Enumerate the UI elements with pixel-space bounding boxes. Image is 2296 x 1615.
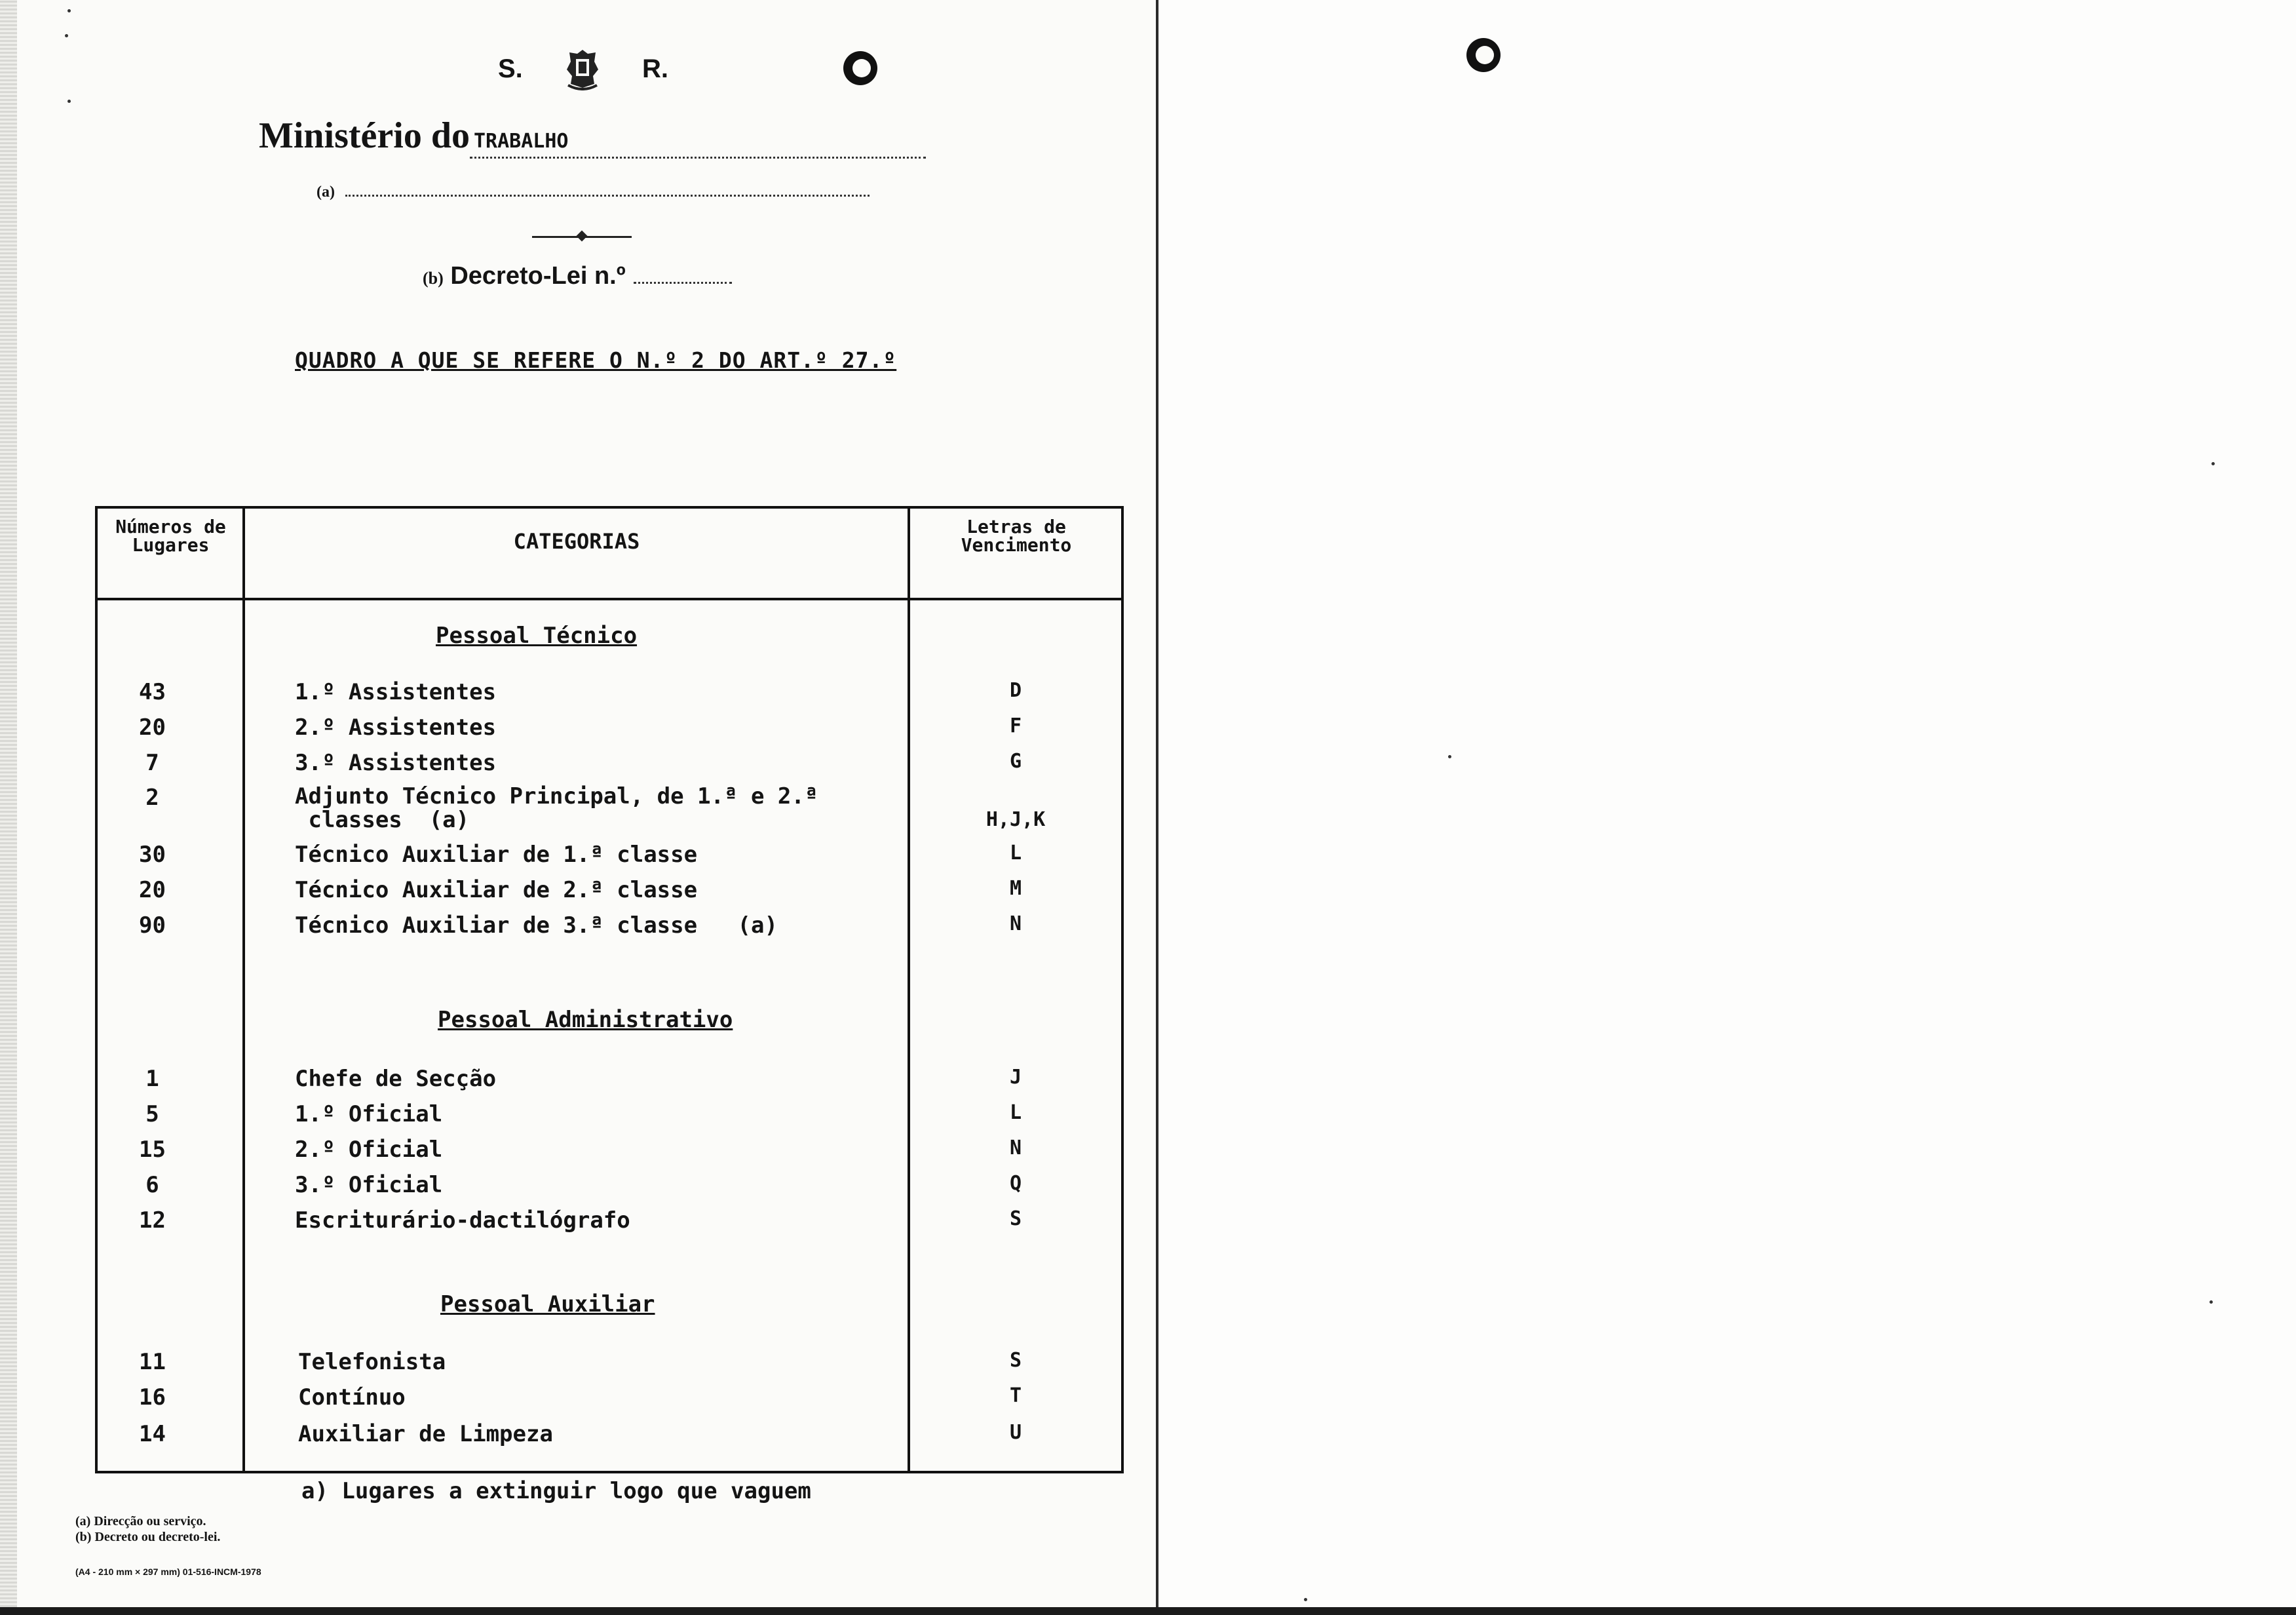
row-category: Chefe de Secção <box>295 1066 497 1092</box>
row-letter: M <box>1009 877 1022 900</box>
scan-speck <box>2211 462 2215 465</box>
ministry-line <box>259 115 926 159</box>
document-title: QUADRO A QUE SE REFERE O N.º 2 DO ART.º 27.º <box>295 347 897 373</box>
table-row <box>95 785 1124 837</box>
row-letter: S <box>1009 1207 1022 1230</box>
row-category: 2.º Oficial <box>295 1137 443 1163</box>
table-row <box>95 1349 1124 1380</box>
table-border-top <box>95 506 1124 509</box>
staff-table <box>95 506 1124 1473</box>
seal-left-letter: S. <box>498 54 523 83</box>
row-category: Técnico Auxiliar de 3.ª classe (a) <box>295 912 778 939</box>
service-label: (a) <box>316 184 335 201</box>
table-row <box>95 842 1124 873</box>
row-letter: N <box>1009 1137 1022 1159</box>
row-category: 2.º Assistentes <box>295 714 497 741</box>
row-category: Escriturário-dactilógrafo <box>295 1207 630 1234</box>
scan-speck <box>65 34 68 37</box>
row-category: Contínuo <box>298 1384 406 1411</box>
footnote: (a) Direcção ou serviço. <box>75 1514 206 1528</box>
row-category: Auxiliar de Limpeza <box>298 1421 553 1447</box>
table-border-left <box>95 506 98 1473</box>
header-categorias: CATEGORIAS <box>513 529 640 554</box>
table-border-right <box>1121 506 1124 1473</box>
ministry-label: Ministério do <box>259 115 470 156</box>
page-fold <box>1156 0 1158 1615</box>
row-number: 7 <box>145 750 159 776</box>
scan-speck <box>2210 1300 2213 1304</box>
coat-of-arms-icon <box>563 47 602 90</box>
scan-speck <box>67 9 71 12</box>
row-category: Técnico Auxiliar de 1.ª classe <box>295 842 698 868</box>
decree-field <box>634 282 732 284</box>
punch-hole <box>1466 38 1501 72</box>
row-number: 2 <box>145 785 159 811</box>
table-row <box>95 714 1124 746</box>
decree-line <box>423 262 732 290</box>
table-row <box>95 877 1124 908</box>
row-letter: F <box>1009 714 1022 737</box>
table-border-bottom <box>95 1471 1124 1473</box>
table-row <box>95 1137 1124 1168</box>
row-letter: Q <box>1009 1172 1022 1195</box>
scan-speck <box>1448 755 1451 758</box>
table-col-divider <box>242 506 245 1473</box>
section-heading: Pessoal Técnico <box>436 623 638 649</box>
table-row <box>95 750 1124 781</box>
service-field <box>345 195 870 197</box>
row-category: 3.º Oficial <box>295 1172 443 1198</box>
table-row <box>95 1172 1124 1203</box>
row-category: 1.º Oficial <box>295 1101 443 1127</box>
row-category: Técnico Auxiliar de 2.ª classe <box>295 877 698 903</box>
ministry-value: TRABALHO <box>473 130 569 153</box>
row-letter: L <box>1009 842 1022 865</box>
ministry-field <box>470 115 926 159</box>
service-line <box>316 184 870 201</box>
table-row <box>95 1066 1124 1097</box>
row-letter: D <box>1009 679 1022 702</box>
divider-ornament <box>532 233 632 240</box>
table-row <box>95 1384 1124 1416</box>
row-number: 43 <box>139 679 166 705</box>
row-category: Telefonista <box>298 1349 446 1375</box>
section-heading: Pessoal Auxiliar <box>440 1291 655 1317</box>
row-letter: H,J,K <box>985 808 1046 831</box>
row-category: 3.º Assistentes <box>295 750 497 776</box>
page-edge <box>0 0 17 1615</box>
form-imprint: (A4 - 210 mm × 297 mm) 01-516-INCM-1978 <box>75 1566 261 1577</box>
seal-right-letter: R. <box>641 54 668 83</box>
row-number: 30 <box>139 842 166 868</box>
row-number: 14 <box>139 1421 166 1447</box>
row-letter: N <box>1009 912 1022 935</box>
row-letter: L <box>1009 1101 1022 1124</box>
table-col-divider <box>908 506 910 1473</box>
row-number: 1 <box>145 1066 159 1092</box>
section-heading: Pessoal Administrativo <box>438 1007 733 1033</box>
bottom-edge <box>0 1607 2296 1615</box>
row-number: 20 <box>139 877 166 903</box>
row-number: 16 <box>139 1384 166 1411</box>
table-note: a) Lugares a extinguir logo que vaguem <box>301 1478 811 1504</box>
table-header-rule <box>95 598 1124 600</box>
row-letter: S <box>1009 1349 1022 1372</box>
decree-prefix: (b) <box>423 269 444 288</box>
row-number: 20 <box>139 714 166 741</box>
table-row <box>95 1207 1124 1239</box>
scan-speck <box>1304 1598 1307 1601</box>
row-number: 12 <box>139 1207 166 1234</box>
scan-speck <box>67 100 71 103</box>
header-lugares: Números de Lugares <box>115 516 226 556</box>
row-letter: J <box>1009 1066 1022 1089</box>
row-category: Adjunto Técnico Principal, de 1.ª e 2.ª classes (a) <box>295 783 818 833</box>
row-number: 90 <box>139 912 166 939</box>
row-letter: T <box>1009 1384 1022 1407</box>
table-row <box>95 1421 1124 1452</box>
table-row <box>95 1101 1124 1133</box>
row-number: 5 <box>145 1101 159 1127</box>
state-seal <box>498 46 668 92</box>
header-letras: Letras de Vencimento <box>961 516 1072 556</box>
right-page <box>1157 0 2296 1615</box>
row-letter: G <box>1009 750 1022 773</box>
table-row <box>95 912 1124 944</box>
row-category: 1.º Assistentes <box>295 679 497 705</box>
decree-label: Decreto-Lei n.º <box>450 262 626 290</box>
table-row <box>95 679 1124 710</box>
row-number: 6 <box>145 1172 159 1198</box>
punch-hole <box>843 51 877 85</box>
row-number: 15 <box>139 1137 166 1163</box>
row-letter: U <box>1009 1421 1022 1444</box>
row-number: 11 <box>139 1349 166 1375</box>
footnote: (b) Decreto ou decreto-lei. <box>75 1530 221 1544</box>
